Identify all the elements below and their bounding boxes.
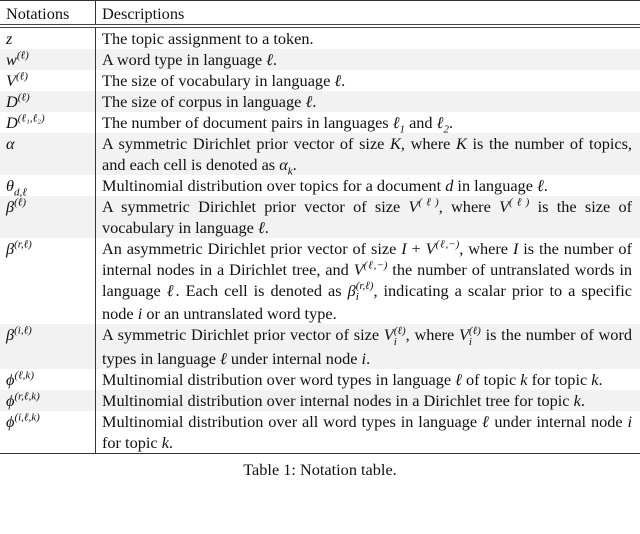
description-text: The number of document pairs in languages [102,113,393,132]
description-text: A word type in language [102,50,267,69]
table-row [0,49,640,70]
description-text: under internal node [489,411,628,431]
description-text: is the number of word types in language [102,325,633,368]
math-base: ℓ [436,113,444,132]
description-text: or an untranslated word type. [142,304,337,324]
math-symbol [354,260,388,279]
table-row [0,133,640,175]
description-text: under internal node [226,348,362,368]
subscript: i [355,291,359,304]
math-base: β [347,281,356,300]
notation-cell [0,49,96,70]
table-row [0,411,640,454]
notation-cell [0,26,96,49]
math-base: V [353,260,364,279]
math-symbol [520,370,527,389]
math-base: i [361,348,367,368]
math-symbol [458,324,481,348]
description-text: the number of untranslated words in language [102,260,632,300]
description-text: . [264,218,269,237]
math-base: ℓ [166,281,176,300]
math-symbol [220,349,227,368]
description-cell [96,112,640,136]
description-text: . [312,92,317,111]
math-symbol [482,412,490,431]
description-text: . [168,432,173,452]
math-base: V [6,71,16,90]
math-base: β [6,325,15,345]
superscript: (r,ℓ,k) [14,390,40,403]
superscript: (ℓ) [14,196,27,209]
description-text: , where [459,239,513,258]
math-base: V [408,197,419,216]
description-text: . [272,50,277,69]
math-symbol [6,197,26,216]
table-row [0,112,640,133]
math-base: k [591,369,599,389]
math-base: ℓ [266,50,273,69]
superscript: (ℓ,−) [363,259,388,272]
header-descriptions: Descriptions [102,3,185,23]
description-text: is the number of internal nodes in a Dirichlet tree, and [102,239,632,279]
description-cell [96,133,640,178]
description-cell [96,49,640,70]
description-text: for topic [527,369,592,389]
description-text: Multinomial distribution over topics for a document [102,176,446,195]
table-row [0,91,640,112]
description-cell [96,411,640,454]
header-notations: Notations [0,1,96,27]
notation-cell [0,175,96,199]
superscript: (r,ℓ) [355,280,374,293]
notation-cell [0,238,96,324]
notation-cell [0,112,96,133]
description-text: Multinomial distribution over word types in language [102,369,456,389]
table-row [0,26,640,49]
math-symbol [383,324,406,348]
math-base: i [137,304,143,324]
description-text: . [448,113,454,132]
math-symbol [6,325,32,344]
math-symbol [6,412,40,431]
subscript: i [393,335,397,348]
description-cell [96,91,640,112]
math-base: ℓ [392,113,400,132]
math-base: ℓ [305,92,313,111]
math-symbol [499,197,529,216]
math-base: ℓ [537,176,544,195]
description-cell [96,238,640,324]
math-base: K [456,134,467,153]
superscript: (ℓ) [509,196,530,209]
description-cell [96,196,640,238]
notation-cell [0,70,96,91]
table-row [0,390,640,411]
math-symbol [6,50,29,69]
superscript: (i,ℓ) [14,324,32,337]
subscript: 2 [443,123,449,136]
description-text: and [405,113,437,132]
math-symbol [266,50,273,69]
description-text: . [366,348,371,368]
notation-cell [0,324,96,368]
superscript: (i,ℓ,k) [14,411,40,424]
table-row [0,238,640,324]
math-base: D [6,113,18,132]
math-symbol [6,92,30,111]
table-row [0,175,640,196]
description-text: + [406,239,426,258]
math-base: ϕ [6,369,15,389]
math-base: V [383,325,394,345]
math-base: K [390,134,401,153]
math-symbol [162,433,169,452]
table-body [0,26,640,453]
math-base: V [425,239,436,258]
math-symbol [6,370,34,389]
math-symbol [408,197,438,216]
math-base: V [458,325,469,345]
math-base: I [512,239,519,258]
math-symbol [392,113,405,136]
math-symbol [574,391,581,410]
math-symbol [6,134,15,153]
description-cell [96,70,640,91]
math-base: ϕ [6,390,15,410]
superscript: (ℓ) [418,196,439,209]
math-symbol [426,239,460,258]
description-cell [96,324,640,368]
math-base: ℓ [455,369,462,389]
notation-cell [0,133,96,175]
script-stack [356,281,374,303]
description-cell [96,26,640,49]
math-symbol [436,113,449,136]
description-text: Multinomial distribution over all word types in language [102,411,482,431]
subscript: 1 [399,123,405,136]
description-text: for topic [102,432,162,452]
math-base: i [627,411,632,431]
math-base: k [520,369,528,389]
math-symbol [6,71,28,90]
math-base: ℓ [257,218,265,237]
description-text: , where [400,134,456,153]
math-base: w [6,50,17,69]
description-cell [96,390,640,411]
description-text: . [341,71,346,90]
math-symbol [347,280,374,304]
math-symbol [627,412,632,431]
math-base: V [499,197,510,216]
notation-cell [0,411,96,454]
superscript: (r,ℓ) [14,238,32,251]
math-symbol [279,155,293,178]
superscript: (ℓ) [17,91,30,104]
description-text: is the number of topics, and each cell is denoted as [102,134,633,174]
superscript: (ℓ₁,ℓ₂) [17,112,45,125]
description-text: A symmetric Dirichlet prior vector of size [102,325,384,345]
description-text: . [598,369,603,389]
math-symbol [6,176,27,199]
table-row [0,324,640,368]
math-symbol [390,134,401,153]
table-caption: Table 1: Notation table. [243,459,397,479]
math-symbol [6,113,45,132]
math-base: ϕ [6,411,15,431]
notation-cell [0,91,96,112]
subscript: d,ℓ [14,186,27,199]
description-text: A symmetric Dirichlet prior vector of size [102,197,409,216]
description-text: , where [438,197,500,216]
description-text: An asymmetric Dirichlet prior vector of size [102,239,402,258]
script-stack [469,326,481,348]
math-symbol [591,370,598,389]
math-base: β [6,239,15,258]
description-text: . [543,176,548,195]
table-row [0,196,640,238]
superscript: (ℓ,−) [435,238,460,251]
math-base: k [161,432,169,452]
description-cell [96,369,640,390]
description-text: in language [453,176,537,195]
math-symbol [537,176,544,195]
description-cell [96,175,640,196]
superscript: (ℓ) [15,70,28,83]
description-text: Multinomial distribution over internal nodes in a Dirichlet tree for topic [102,390,574,410]
math-base: α [279,155,288,174]
description-text: A symmetric Dirichlet prior vector of size [102,134,391,153]
script-stack [394,326,406,348]
math-base: ℓ [334,71,342,90]
table-row [0,70,640,91]
subscript: k [287,165,293,178]
superscript: (ℓ,k) [14,369,34,382]
description-text: The size of vocabulary in language [102,71,335,90]
subscript: i [468,335,472,348]
description-text: of topic [461,369,521,389]
notation-cell [0,369,96,390]
header-row [0,1,640,27]
description-text: . [580,390,585,410]
math-base: α [6,134,15,153]
math-symbol [258,218,265,237]
description-text: . Each cell is denoted as [175,281,348,300]
math-symbol [6,391,40,410]
table-row [0,369,640,390]
description-text: . [292,155,297,174]
math-symbol [6,239,32,258]
math-base: d [445,176,454,195]
math-base: k [573,390,581,410]
description-text: is the size of vocabulary in language [102,197,633,237]
description-text: , indicating a scalar prior to a specific node [102,281,632,324]
math-symbol [6,29,12,48]
notation-cell [0,390,96,411]
math-base: ℓ [481,411,490,431]
superscript: (ℓ) [16,49,29,62]
description-text: The size of corpus in language [102,92,306,111]
math-symbol [455,370,462,389]
description-text: , where [405,325,459,345]
math-base: θ [6,176,14,195]
math-symbol [456,134,467,153]
superscript: (ℓ) [393,324,406,337]
description-text: The topic assignment to a token. [102,29,314,48]
notation-cell [0,196,96,238]
math-base: ℓ [220,348,227,368]
math-base: D [6,92,18,111]
math-base: β [6,197,15,216]
math-base: z [6,29,13,48]
math-base: I [401,239,407,258]
superscript: (ℓ) [468,324,481,337]
math-symbol [167,281,176,300]
